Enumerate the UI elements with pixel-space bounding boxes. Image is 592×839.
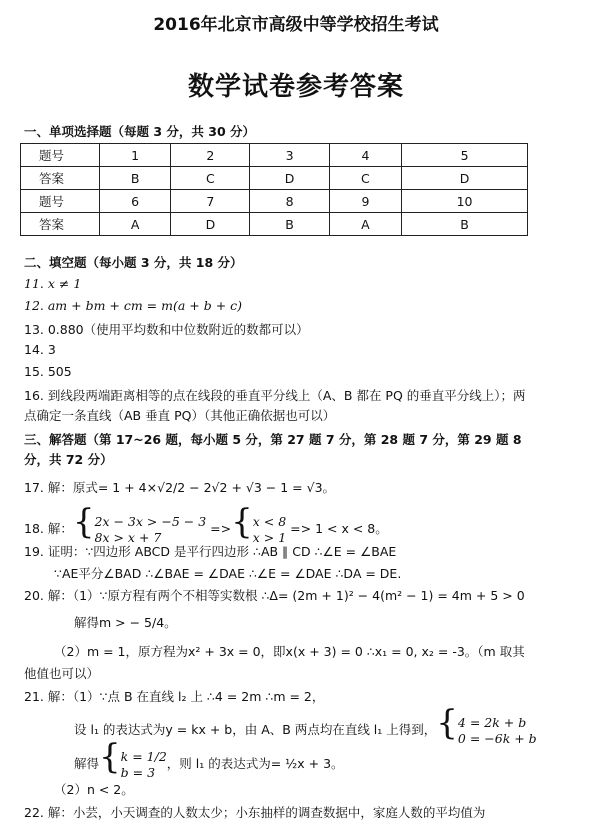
- answer-20-line2: 解得m > − 5/4。: [74, 615, 177, 630]
- table-cell: D: [171, 213, 250, 236]
- answer-17: 17. 解：原式= 1 + 4×√2/2 − 2√2 + √3 − 1 = √3。: [24, 480, 336, 495]
- table-cell: D: [250, 167, 329, 190]
- table-cell: B: [100, 167, 171, 190]
- answer-21-part2: （2）n < 2。: [54, 782, 134, 797]
- row-label: 答案: [21, 167, 100, 190]
- table-row: [21, 144, 528, 167]
- table-row: [21, 213, 528, 236]
- table-cell: 1: [100, 144, 171, 167]
- answer-21-line3: [74, 737, 344, 781]
- answer-20-line3: （2）m = 1，原方程为x² + 3x = 0，即x(x + 3) = 0 ∴x₁ = 0, x₂ = -3。（m 取其: [54, 644, 525, 659]
- answer-21-expression: ，则 l₁ 的表达式为= ½x + 3。: [166, 756, 344, 771]
- row-label: 答案: [21, 213, 100, 236]
- table-cell: C: [171, 167, 250, 190]
- table-cell: C: [329, 167, 401, 190]
- table-cell: A: [100, 213, 171, 236]
- answer-14: 14. 3: [24, 342, 56, 357]
- answer-table: [20, 143, 528, 236]
- table-cell: B: [402, 213, 528, 236]
- answer-18-arrow: =>: [210, 521, 232, 536]
- section3-heading-line1: 三、解答题（第 17~26 题，每小题 5 分，第 27 题 7 分，第 28 题 7 分，第 29 题 8: [24, 432, 522, 447]
- row-label: 题号: [21, 190, 100, 213]
- document-subtitle: 数学试卷参考答案: [187, 72, 404, 102]
- answer-21-eq2: 0 = −6k + b: [457, 730, 537, 746]
- exam-title: 2016年北京市高级中等学校招生考试: [153, 15, 439, 35]
- answer-21-setup: 设 l₁ 的表达式为y = kx + b，由 A、B 两点均在直线 l₁ 上得到，: [74, 722, 437, 737]
- answer-18-label: 18. 解：: [24, 521, 73, 536]
- table-cell: A: [329, 213, 401, 236]
- table-cell: 7: [171, 190, 250, 213]
- brace-icon: {: [99, 737, 121, 777]
- answer-16-line2: 点确定一条直线（AB 垂直 PQ）（其他正确依据也可以）: [24, 408, 336, 423]
- answer-21-line1: 21. 解：（1）∵点 B 在直线 l₂ 上 ∴4 = 2m ∴m = 2，: [24, 689, 325, 704]
- table-cell: 3: [250, 144, 329, 167]
- table-row: [21, 167, 528, 190]
- table-cell: B: [250, 213, 329, 236]
- table-row: [21, 190, 528, 213]
- answer-21-solve-label: 解得: [74, 756, 100, 771]
- answer-12: 12. am + bm + cm = m(a + b + c): [24, 298, 243, 313]
- brace-icon: {: [72, 502, 95, 542]
- answer-21-eq1: 4 = 2k + b: [457, 714, 527, 730]
- section1-heading: 一、单项选择题（每题 3 分，共 30 分）: [24, 124, 256, 139]
- row-label: 题号: [21, 144, 100, 167]
- brace-icon: {: [436, 703, 458, 743]
- table-cell: 5: [402, 144, 528, 167]
- answer-18-ineq2: 8x > x + 7: [94, 529, 162, 545]
- table-cell: 9: [329, 190, 401, 213]
- answer-19-line2: ∵AE平分∠BAD ∴∠BAE = ∠DAE ∴∠E = ∠DAE ∴DA = DE.: [54, 566, 402, 581]
- table-cell: 6: [100, 190, 171, 213]
- answer-22: 22. 解：小芸，小天调查的人数太少；小东抽样的调查数据中，家庭人数的平均值为: [24, 805, 486, 820]
- table-cell: 2: [171, 144, 250, 167]
- answer-18-ineq1: 2x − 3x > −5 − 3: [94, 513, 207, 529]
- table-cell: 8: [250, 190, 329, 213]
- answer-11: 11. x ≠ 1: [24, 276, 82, 291]
- answer-18: [24, 502, 388, 546]
- answer-16-line1: 16. 到线段两端距离相等的点在线段的垂直平分线上（A、B 都在 PQ 的垂直平分线上）；两: [24, 388, 526, 403]
- table-cell: 4: [329, 144, 401, 167]
- answer-21-b: b = 3: [120, 764, 156, 780]
- answer-18-result2: x > 1: [252, 529, 287, 545]
- answer-21-k: k = 1/2: [120, 748, 167, 764]
- answer-15: 15. 505: [24, 364, 72, 379]
- table-cell: 10: [402, 190, 528, 213]
- answer-18-result1: x < 8: [252, 513, 287, 529]
- brace-icon: {: [231, 502, 253, 542]
- section2-heading: 二、填空题（每小题 3 分，共 18 分）: [24, 255, 243, 270]
- table-cell: D: [402, 167, 528, 190]
- answer-20-line4: 他值也可以）: [24, 666, 100, 681]
- answer-18-conclusion: => 1 < x < 8。: [290, 521, 388, 536]
- answer-19-line1: 19. 证明：∵四边形 ABCD 是平行四边形 ∴AB ∥ CD ∴∠E = ∠BAE: [24, 544, 397, 559]
- section3-heading-line2: 分，共 72 分）: [24, 452, 113, 467]
- answer-13: 13. 0.880（使用平均数和中位数附近的数都可以）: [24, 322, 309, 337]
- answer-20-line1: 20. 解：（1）∵原方程有两个不相等实数根 ∴Δ= (2m + 1)² − 4(m² − 1) = 4m + 5 > 0: [24, 588, 525, 603]
